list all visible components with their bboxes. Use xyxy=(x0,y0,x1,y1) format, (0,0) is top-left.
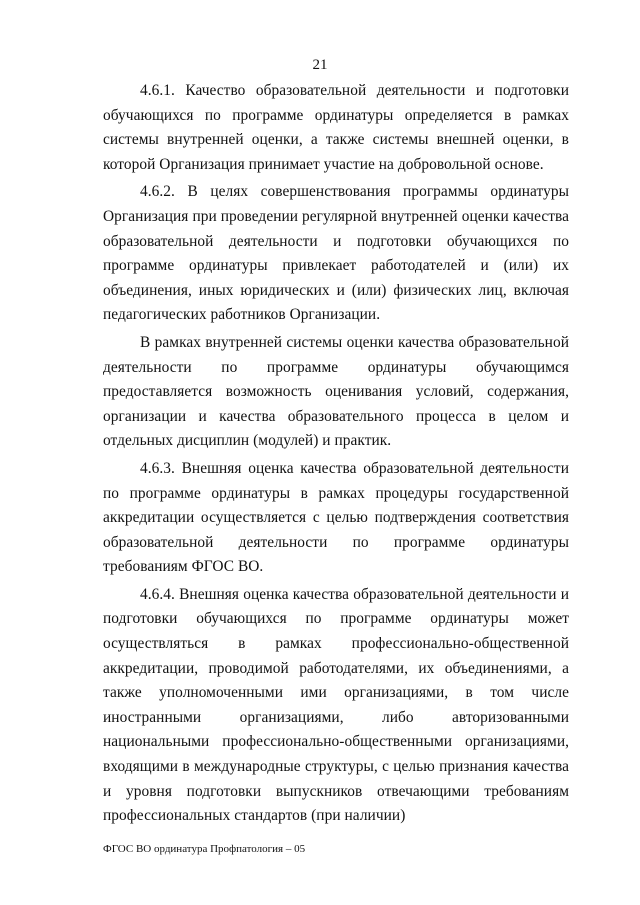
page-number: 21 xyxy=(312,57,328,73)
page-footer: ФГОС ВО ординатура Профпатология – 05 xyxy=(103,843,306,855)
paragraph-4-6-4: 4.6.4. Внешняя оценка качества образовательной деятельности и подготовки обучающихся по программе ординатуры может осуществляться в рамках профессионально-общественной аккредитации, проводимой работодателями, их объединениями, а также уполномоченными ими организациями, в том числе иностранными организациями, либо авторизованными национальными профессионально-общественными организациями, входящими в международные структуры, с целью признания качества и уровня подготовки выпускников отвечающими требованиям профессиональных стандартов (при наличии) xyxy=(103,585,569,825)
paragraph-4-6-2: 4.6.2. В целях совершенствования программы ординатуры Организация при проведении регулярной внутренней оценки качества образовательной деятельности и подготовки обучающихся по программе ординатуры привлекает работодателей и (или) их объединения, иных юридических и (или) физических лиц, включая педагогических работников Организации. xyxy=(103,183,569,324)
paragraph-4-6-3: 4.6.3. Внешняя оценка качества образовательной деятельности по программе ординатуры в рамках процедуры государственной аккредитации осуществляется с целью подтверждения соответствия образовательной деятельности по программе ординатуры требованиям ФГОС ВО. xyxy=(103,459,569,576)
paragraph-4-6-1: 4.6.1. Качество образовательной деятельности и подготовки обучающихся по программе ординатуры определяется в рамках системы внутренней оценки, а также системы внешней оценки, в которой Организация принимает участие на добровольной основе. xyxy=(103,82,569,173)
paragraph-internal-assessment: В рамках внутренней системы оценки качества образовательной деятельности по программе ординатуры обучающимся предоставляется возможность оценивания условий, содержания, организации и качества образовательного процесса в целом и отдельных дисциплин (модулей) и практик. xyxy=(103,333,569,450)
document-body xyxy=(103,79,569,832)
